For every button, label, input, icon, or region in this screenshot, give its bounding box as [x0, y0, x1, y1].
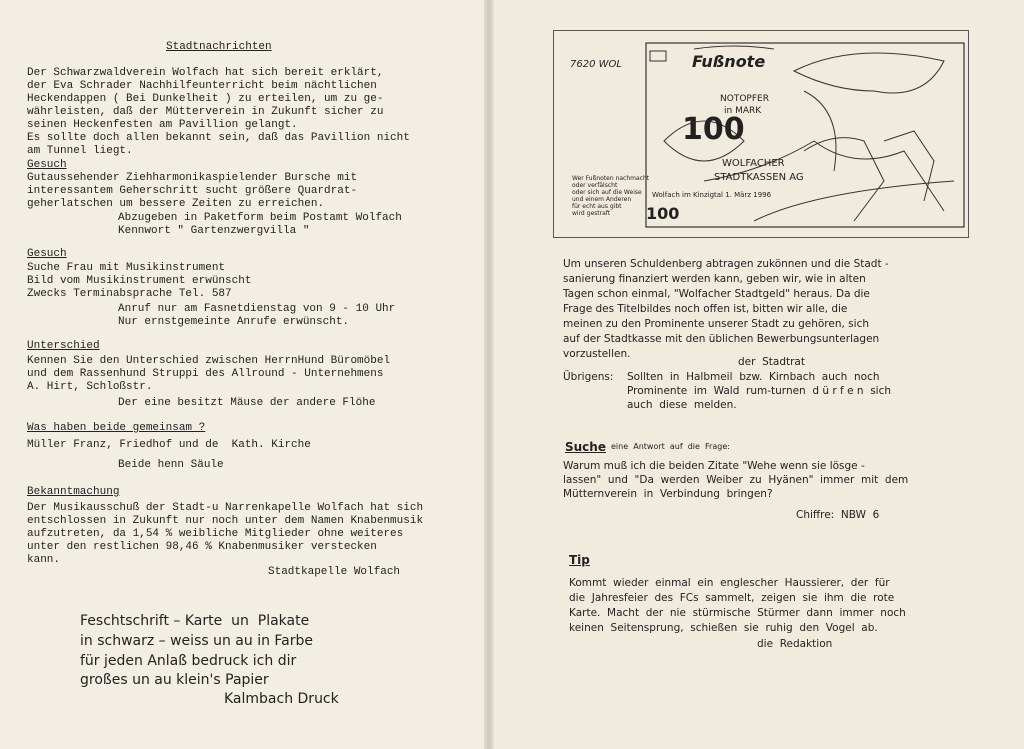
- intro-line-1: Der Schwarzwaldverein Wolfach hat sich bereit erklärt,: [27, 67, 384, 79]
- bekannt-line-2: entschlossen in Zukunft nur noch unter dem Namen Knabenmusik: [27, 515, 424, 527]
- gesuch2-line-1: Suche Frau mit Musikinstrument: [27, 262, 226, 274]
- page-gutter: [484, 0, 494, 749]
- bekannt-line-3: aufzutreten, da 1,54 % weibliche Mitglieder ohne weiteres: [27, 528, 404, 540]
- para1-line-2: sanierung finanziert werden kann, geben wir, wie in alten: [563, 273, 866, 285]
- gesuch2-line-2: Bild vom Musikinstrument erwünscht: [27, 275, 252, 287]
- suche-subheading: eine Antwort auf die Frage:: [611, 442, 730, 451]
- para1-line-3: Tagen schon einmal, "Wolfacher Stadtgeld" heraus. Da die: [563, 288, 870, 300]
- bill-fine-1: Wer Fußnoten nachmacht: [572, 175, 650, 182]
- bill-issuer-1: WOLFACHER: [722, 158, 785, 169]
- bill-in-mark: in MARK: [724, 106, 762, 116]
- bekannt-signature: Stadtkapelle Wolfach: [268, 566, 401, 578]
- stadtrat-signature: der Stadtrat: [738, 356, 805, 368]
- unterschied-note: Der eine besitzt Mäuse der andere Flöhe: [118, 397, 376, 409]
- bill-serial: 7620 WOL: [570, 59, 622, 70]
- unterschied-heading: Unterschied: [27, 340, 100, 352]
- para1-line-5: meinen zu den Prominente unserer Stadt zu gehören, sich: [563, 318, 869, 330]
- gesuch1-line-1: Gutaussehender Ziehharmonikaspielender Bursche mit: [27, 172, 358, 184]
- gesuch1-note-2: Kennwort " Gartenzwergvilla ": [118, 225, 310, 237]
- intro-line-4: währleisten, daß der Mütterverein in Zukunft sicher zu: [27, 106, 384, 118]
- intro-line-3: Heckendappen ( Bei Dunkelheit ) zu erteilen, um zu ge-: [27, 93, 384, 105]
- gesuch2-line-3: Zwecks Terminabsprache Tel. 587: [27, 288, 232, 300]
- bill-corner-denom: 100: [646, 204, 680, 223]
- bill-title: Fußnote: [692, 52, 766, 71]
- para1-line-7: vorzustellen.: [563, 348, 631, 360]
- gesuch1-line-2: interessantem Geherschritt sucht größere Quardrat-: [27, 185, 358, 197]
- tip-line-3: Karte. Macht der nie stürmische Stürmer dann immer noch: [569, 607, 906, 619]
- uebrigens-label: Übrigens:: [563, 371, 614, 383]
- bill-denomination: 100: [682, 112, 745, 147]
- intro-line-5: seinen Heckenfesten am Pavillion gelangt.: [27, 119, 298, 131]
- unterschied-line-1: Kennen Sie den Unterschied zwischen HerrnHund Büromöbel: [27, 355, 391, 367]
- uebrigens-line-2: Prominente im Wald rum-turnen d ü r f e n sich: [627, 385, 892, 397]
- gemeinsam-note: Beide henn Säule: [118, 459, 224, 471]
- redaktion-signature: die Redaktion: [757, 638, 833, 650]
- intro-line-7: am Tunnel liegt.: [27, 145, 133, 157]
- tip-heading: Tip: [569, 553, 590, 567]
- ad-line-2: in schwarz – weiss un au in Farbe: [80, 633, 314, 649]
- bill-fine-5: für echt aus gibt: [572, 203, 622, 210]
- ad-line-1: Feschtschrift – Karte un Plakate: [80, 613, 310, 629]
- gesuch-heading-2: Gesuch: [27, 248, 67, 260]
- gesuch1-note-1: Abzugeben in Paketform beim Postamt Wolfach: [118, 212, 402, 224]
- para1-line-1: Um unseren Schuldenberg abtragen zukönnen und die Stadt -: [563, 258, 889, 270]
- bill-fine-4: und einem Anderen: [572, 196, 632, 203]
- suche-line-3: Mütternverein in Verbindung bringen?: [563, 488, 773, 500]
- intro-line-2: der Eva Schrader Nachhilfeunterricht beim nächtlichen: [27, 80, 377, 92]
- uebrigens-line-1: Sollten in Halbmeil bzw. Kirnbach auch noch: [627, 371, 880, 383]
- bill-fine-6: wird gestraft: [572, 210, 611, 217]
- ad-line-4: großes un au klein's Papier: [80, 672, 269, 688]
- bill-fine-2: oder verfälscht: [572, 182, 618, 189]
- gesuch-heading-1: Gesuch: [27, 159, 67, 171]
- ad-line-3: für jeden Anlaß bedruck ich dir: [80, 653, 297, 669]
- bill-date: Wolfach im Kinzigtal 1. März 1996: [652, 191, 772, 199]
- unterschied-line-2: und dem Rassenhund Struppi des Allround - Unternehmens: [27, 368, 384, 380]
- suche-heading: Suche: [565, 440, 606, 454]
- tip-line-4: keinen Seitensprung, schießen sie ruhig den Vogel ab.: [569, 622, 878, 634]
- tip-line-2: die Jahresfeier des FCs sammelt, zeigen sie ihm die rote: [569, 592, 895, 604]
- para1-line-6: auf der Stadtkasse mit den üblichen Bewerbungsunterlagen: [563, 333, 880, 345]
- ad-signature: Kalmbach Druck: [224, 691, 339, 707]
- bill-issuer-2: STADTKASSEN AG: [714, 172, 804, 183]
- bill-fine-3: oder sich auf die Weise: [572, 189, 642, 196]
- banknote-illustration: [553, 30, 969, 238]
- unterschied-line-3: A. Hirt, Schloßstr.: [27, 381, 153, 393]
- gemeinsam-line: Müller Franz, Friedhof und de Kath. Kirche: [27, 439, 311, 451]
- uebrigens-line-3: auch diese melden.: [627, 399, 737, 411]
- intro-line-6: Es sollte doch allen bekannt sein, daß das Pavillion nicht: [27, 132, 410, 144]
- gesuch1-line-3: geherlatschen um bessere Zeiten zu erreichen.: [27, 198, 325, 210]
- section-title: Stadtnachrichten: [166, 41, 272, 53]
- tip-line-1: Kommt wieder einmal ein englescher Haussierer, der für: [569, 577, 890, 589]
- bekannt-heading: Bekanntmachung: [27, 486, 120, 498]
- bekannt-line-4: unter den restlichen 98,46 % Knabenmusiker verstecken: [27, 541, 377, 553]
- bekannt-line-5: kann.: [27, 554, 61, 566]
- para1-line-4: Frage des Titelbildes noch offen ist, bitten wir alle, die: [563, 303, 848, 315]
- suche-line-1: Warum muß ich die beiden Zitate "Wehe wenn sie lösge -: [563, 460, 865, 472]
- gemeinsam-heading: Was haben beide gemeinsam ?: [27, 422, 206, 434]
- bill-notopfer: NOTOPFER: [720, 94, 769, 104]
- bekannt-line-1: Der Musikausschuß der Stadt-u Narrenkapelle Wolfach hat sich: [27, 502, 424, 514]
- gesuch2-note-2: Nur ernstgemeinte Anrufe erwünscht.: [118, 316, 350, 328]
- gesuch2-note-1: Anruf nur am Fasnetdienstag von 9 - 10 Uhr: [118, 303, 396, 315]
- chiffre: Chiffre: NBW 6: [796, 509, 880, 521]
- suche-line-2: lassen" und "Da werden Weiber zu Hyänen" immer mit dem: [563, 474, 909, 486]
